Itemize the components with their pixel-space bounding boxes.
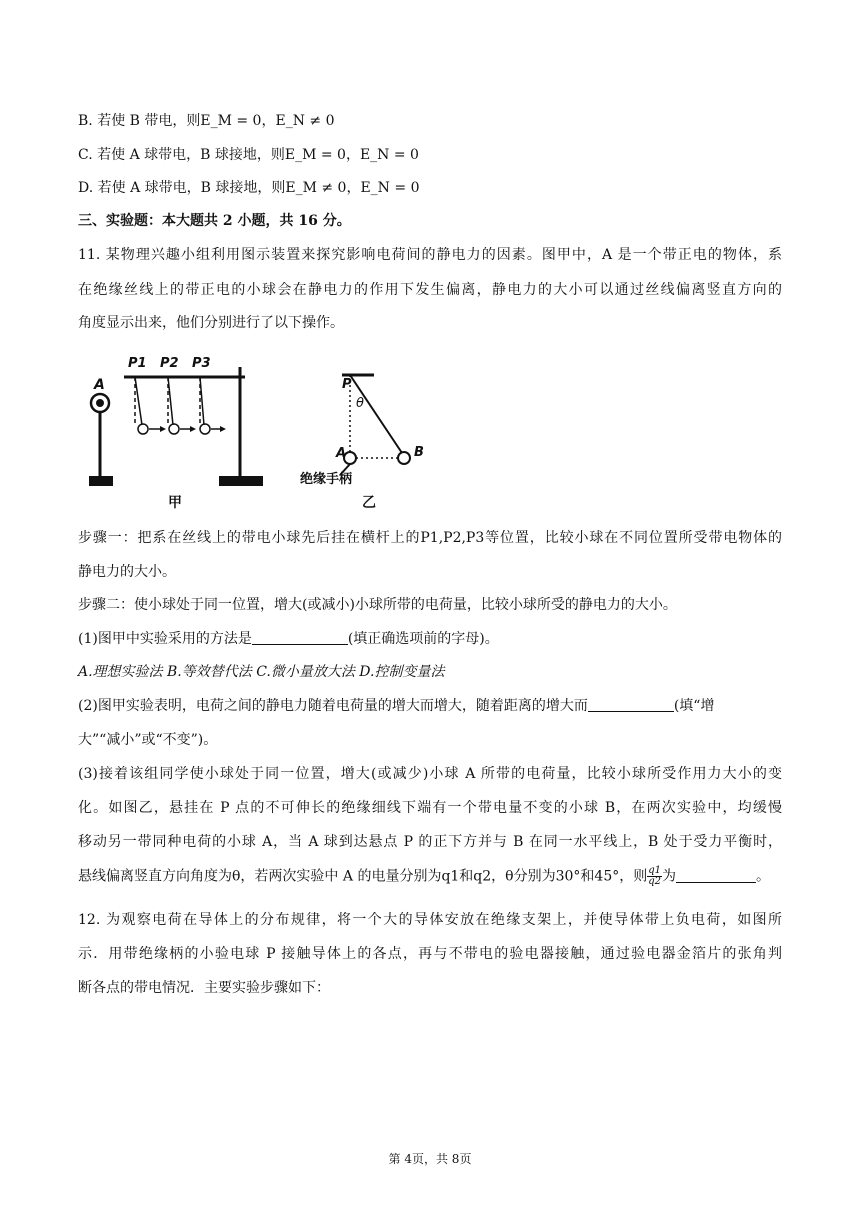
q11-line2: 在绝缘丝线上的带正电的小球会在静电力的作用下发生偏离，静电力的大小可以通过丝线偏离竖直方向的 (78, 282, 782, 298)
section-heading: 三、实验题：本大题共 2 小题，共 16 分。 (78, 213, 351, 229)
sub3-line2: 化。如图乙，悬挂在 P 点的不可伸长的绝缘细线下端有一个带电量不变的小球 B，在两次实验中，均缓慢 (78, 800, 782, 816)
label-p1: P1 (128, 356, 147, 371)
q12-line2: 示．用带绝缘柄的小验电球 P 接触导体上的各点，再与不带电的验电器接触，通过验电器金箔片的张角判 (78, 946, 782, 962)
label-p: P (342, 377, 352, 392)
label-handle: 绝缘手柄 (300, 472, 353, 487)
sub3-end: 。 (756, 868, 770, 885)
label-a-yi: A (336, 446, 347, 461)
figure-jia (90, 367, 262, 485)
experiment-figure (80, 345, 440, 515)
caption-yi: 乙 (362, 495, 376, 511)
step1-line2: 静电力的大小。 (78, 564, 176, 580)
sub2-tail: (填“增 (673, 698, 715, 714)
sub3-line3: 移动另一带同种电荷的小球 A，当 A 球到达悬点 P 的正下方并与 B 在同一水平线上，B 处于受力平衡时， (78, 834, 782, 850)
answer-blank-3[interactable] (676, 868, 756, 883)
label-p2: P2 (160, 356, 179, 371)
step2: 步骤二：使小球处于同一位置，增大(或减小)小球所带的电荷量，比较小球所受的静电力的大小。 (78, 597, 677, 613)
q12-line1: 12. 为观察电荷在导体上的分布规律，将一个大的导体安放在绝缘支架上，并使导体带上负电荷，如图所 (78, 912, 782, 928)
label-theta: θ (356, 396, 364, 411)
fraction-denominator: q2 (648, 876, 661, 887)
sub2-text: (2)图甲实验表明，电荷之间的静电力随着电荷量的增大而增大，随着距离的增大而 (78, 698, 588, 714)
q12-line3: 断各点的带电情况．主要实验步骤如下： (78, 980, 330, 996)
sub1-choices: A.理想实验法 B.等效替代法 C.微小量放大法 D.控制变量法 (78, 664, 445, 680)
label-p3: P3 (192, 356, 211, 371)
label-a-jia: A (94, 377, 105, 393)
answer-blank-1[interactable] (252, 630, 348, 645)
option-b: B. 若使 B 带电，则E_M = 0，E_N ≠ 0 (78, 113, 335, 129)
option-d: D. 若使 A 球带电，B 球接地，则E_M ≠ 0，E_N = 0 (78, 180, 420, 196)
sub1-text: (1)图甲中实验采用的方法是 (78, 631, 252, 647)
fraction-numerator: q1 (648, 865, 661, 876)
option-c: C. 若使 A 球带电，B 球接地，则E_M = 0，E_N = 0 (78, 147, 419, 163)
sub3-text: 悬线偏离竖直方向角度为θ，若两次实验中 A 的电量分别为q1和q2，θ分别为30°和45°，则 (78, 868, 648, 885)
label-b: B (414, 445, 424, 460)
sub2-line2: 大”“减小”或“不变”)。 (78, 732, 218, 748)
q11-line1: 11. 某物理兴趣小组利用图示装置来探究影响电荷间的静电力的因素。图甲中，A 是一个带正电的物体，系 (78, 247, 782, 263)
sub3-line1: (3)接着该组同学使小球处于同一位置，增大(或减少)小球 A 所带的电荷量，比较小球所受作用力大小的变 (78, 766, 782, 782)
sub-question-2 (78, 696, 714, 716)
sub-question-3 (78, 866, 770, 887)
ratio-fraction (647, 866, 662, 887)
step1-line1: 步骤一：把系在丝线上的带电小球先后挂在横杆上的P1,P2,P3等位置，比较小球在不同位置所受带电物体的 (78, 530, 782, 546)
caption-jia: 甲 (168, 495, 182, 511)
sub3-tail: 为 (662, 868, 676, 885)
answer-blank-2[interactable] (588, 697, 674, 712)
sub1-tail: (填正确选项前的字母)。 (347, 631, 499, 647)
q11-line3: 角度显示出来，他们分别进行了以下操作。 (78, 315, 344, 331)
sub-question-1 (78, 629, 499, 649)
page-footer: 第 4页，共 8页 (388, 1152, 472, 1166)
